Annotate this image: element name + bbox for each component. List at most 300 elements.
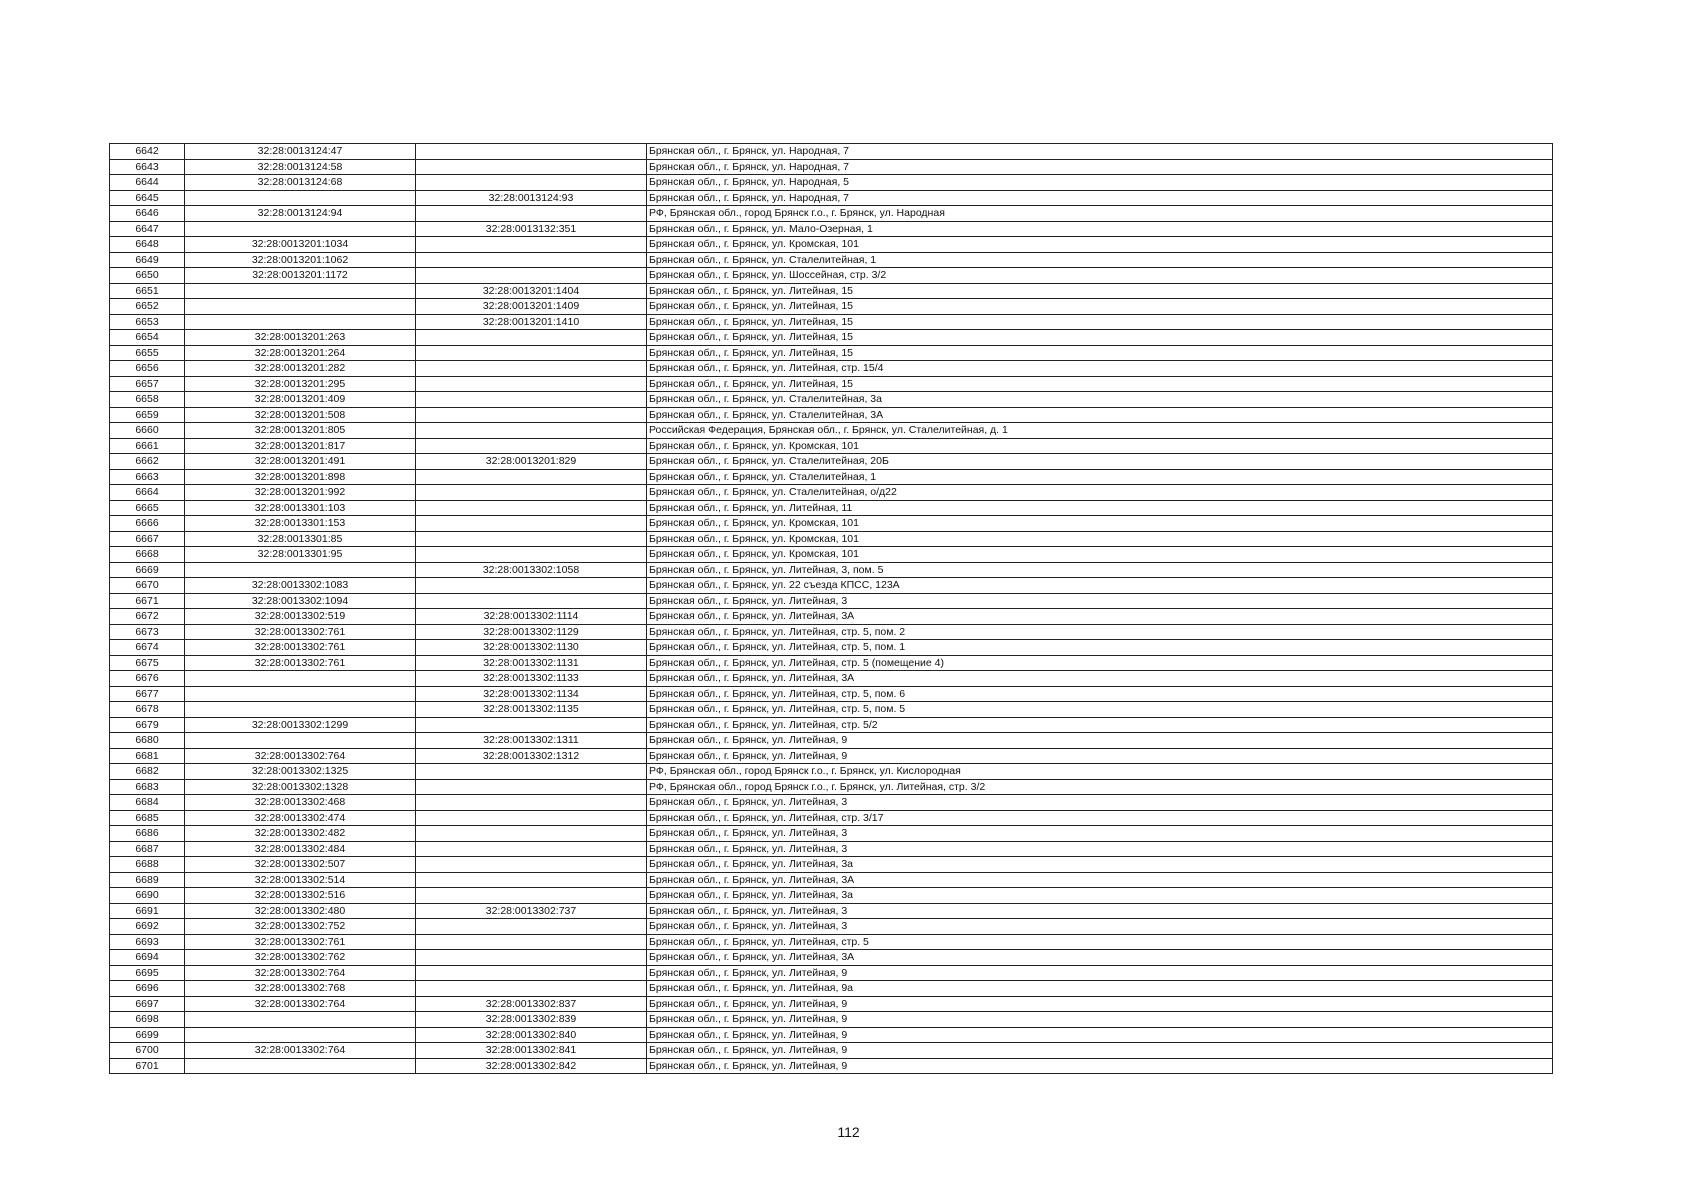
land-cadastral-number-cell — [185, 1058, 416, 1074]
table-row — [110, 547, 1553, 563]
table-row — [110, 609, 1553, 625]
land-cadastral-number-cell: 32:28:0013302:519 — [185, 609, 416, 625]
table-row — [110, 237, 1553, 253]
building-cadastral-number-cell: 32:28:0013302:839 — [416, 1012, 647, 1028]
address-cell: Брянская обл., г. Брянск, ул. Литейная, 15 — [647, 314, 1553, 330]
row-number-cell: 6660 — [110, 423, 185, 439]
table-row — [110, 268, 1553, 284]
land-cadastral-number-cell: 32:28:0013124:58 — [185, 159, 416, 175]
land-cadastral-number-cell: 32:28:0013201:1172 — [185, 268, 416, 284]
row-number-cell: 6680 — [110, 733, 185, 749]
row-number-cell: 6656 — [110, 361, 185, 377]
land-cadastral-number-cell: 32:28:0013302:764 — [185, 996, 416, 1012]
building-cadastral-number-cell: 32:28:0013302:841 — [416, 1043, 647, 1059]
table-row — [110, 190, 1553, 206]
address-cell: Брянская обл., г. Брянск, ул. Литейная, стр. 5, пом. 5 — [647, 702, 1553, 718]
address-cell: РФ, Брянская обл., город Брянск г.о., г. Брянск, ул. Литейная, стр. 3/2 — [647, 779, 1553, 795]
table-row — [110, 423, 1553, 439]
table-row — [110, 283, 1553, 299]
address-cell: Российская Федерация, Брянская обл., г. Брянск, ул. Сталелитейная, д. 1 — [647, 423, 1553, 439]
address-cell: Брянская обл., г. Брянск, ул. Сталелитейная, 3А — [647, 407, 1553, 423]
table-row — [110, 361, 1553, 377]
address-cell: Брянская обл., г. Брянск, ул. Сталелитейная, 1 — [647, 469, 1553, 485]
page-number: 112 — [837, 1124, 860, 1140]
building-cadastral-number-cell: 32:28:0013302:1311 — [416, 733, 647, 749]
table-row — [110, 748, 1553, 764]
land-cadastral-number-cell: 32:28:0013302:1299 — [185, 717, 416, 733]
row-number-cell: 6685 — [110, 810, 185, 826]
building-cadastral-number-cell — [416, 872, 647, 888]
land-cadastral-number-cell — [185, 1012, 416, 1028]
land-cadastral-number-cell: 32:28:0013301:85 — [185, 531, 416, 547]
address-cell: Брянская обл., г. Брянск, ул. Сталелитейная, о/д22 — [647, 485, 1553, 501]
building-cadastral-number-cell — [416, 252, 647, 268]
land-cadastral-number-cell: 32:28:0013302:468 — [185, 795, 416, 811]
address-cell: Брянская обл., г. Брянск, ул. Литейная, стр. 5 (помещение 4) — [647, 655, 1553, 671]
row-number-cell: 6664 — [110, 485, 185, 501]
building-cadastral-number-cell — [416, 330, 647, 346]
land-cadastral-number-cell — [185, 314, 416, 330]
land-cadastral-number-cell: 32:28:0013201:491 — [185, 454, 416, 470]
address-cell: Брянская обл., г. Брянск, ул. Литейная, 9 — [647, 996, 1553, 1012]
address-cell: Брянская обл., г. Брянск, ул. Литейная, стр. 5/2 — [647, 717, 1553, 733]
address-cell: Брянская обл., г. Брянск, ул. Кромская, 101 — [647, 516, 1553, 532]
row-number-cell: 6654 — [110, 330, 185, 346]
table-row — [110, 144, 1553, 160]
row-number-cell: 6668 — [110, 547, 185, 563]
table-row — [110, 299, 1553, 315]
row-number-cell: 6651 — [110, 283, 185, 299]
row-number-cell: 6689 — [110, 872, 185, 888]
land-cadastral-number-cell: 32:28:0013302:507 — [185, 857, 416, 873]
building-cadastral-number-cell — [416, 717, 647, 733]
table-row — [110, 376, 1553, 392]
land-cadastral-number-cell: 32:28:0013201:409 — [185, 392, 416, 408]
building-cadastral-number-cell — [416, 469, 647, 485]
table-row — [110, 345, 1553, 361]
building-cadastral-number-cell: 32:28:0013302:1135 — [416, 702, 647, 718]
row-number-cell: 6665 — [110, 500, 185, 516]
address-cell: Брянская обл., г. Брянск, ул. Литейная, 9а — [647, 981, 1553, 997]
table-row — [110, 438, 1553, 454]
row-number-cell: 6698 — [110, 1012, 185, 1028]
table-row — [110, 717, 1553, 733]
land-cadastral-number-cell: 32:28:0013302:761 — [185, 934, 416, 950]
row-number-cell: 6662 — [110, 454, 185, 470]
address-cell: Брянская обл., г. Брянск, ул. Литейная, 9 — [647, 965, 1553, 981]
table-row — [110, 392, 1553, 408]
table-row — [110, 562, 1553, 578]
land-cadastral-number-cell: 32:28:0013302:480 — [185, 903, 416, 919]
land-cadastral-number-cell: 32:28:0013302:761 — [185, 655, 416, 671]
table-row — [110, 330, 1553, 346]
land-cadastral-number-cell — [185, 733, 416, 749]
building-cadastral-number-cell — [416, 779, 647, 795]
building-cadastral-number-cell: 32:28:0013302:1134 — [416, 686, 647, 702]
land-cadastral-number-cell: 32:28:0013302:764 — [185, 748, 416, 764]
row-number-cell: 6645 — [110, 190, 185, 206]
building-cadastral-number-cell: 32:28:0013124:93 — [416, 190, 647, 206]
row-number-cell: 6642 — [110, 144, 185, 160]
land-cadastral-number-cell: 32:28:0013201:263 — [185, 330, 416, 346]
land-cadastral-number-cell: 32:28:0013301:153 — [185, 516, 416, 532]
building-cadastral-number-cell — [416, 516, 647, 532]
building-cadastral-number-cell — [416, 547, 647, 563]
table-row — [110, 826, 1553, 842]
building-cadastral-number-cell — [416, 485, 647, 501]
address-cell: Брянская обл., г. Брянск, ул. Народная, 5 — [647, 175, 1553, 191]
land-cadastral-number-cell: 32:28:0013301:95 — [185, 547, 416, 563]
address-cell: Брянская обл., г. Брянск, ул. Литейная, 3а — [647, 857, 1553, 873]
building-cadastral-number-cell: 32:28:0013201:1404 — [416, 283, 647, 299]
land-cadastral-number-cell — [185, 1027, 416, 1043]
table-row — [110, 764, 1553, 780]
building-cadastral-number-cell — [416, 423, 647, 439]
address-cell: Брянская обл., г. Брянск, ул. Сталелитейная, 3а — [647, 392, 1553, 408]
table-row — [110, 500, 1553, 516]
row-number-cell: 6657 — [110, 376, 185, 392]
row-number-cell: 6659 — [110, 407, 185, 423]
row-number-cell: 6695 — [110, 965, 185, 981]
building-cadastral-number-cell: 32:28:0013201:1409 — [416, 299, 647, 315]
land-cadastral-number-cell: 32:28:0013201:508 — [185, 407, 416, 423]
land-cadastral-number-cell: 32:28:0013302:761 — [185, 640, 416, 656]
address-cell: Брянская обл., г. Брянск, ул. Литейная, 3А — [647, 671, 1553, 687]
table-row — [110, 981, 1553, 997]
table-row — [110, 469, 1553, 485]
address-cell: Брянская обл., г. Брянск, ул. Литейная, 9 — [647, 1012, 1553, 1028]
address-cell: Брянская обл., г. Брянск, ул. Литейная, 3 — [647, 795, 1553, 811]
building-cadastral-number-cell — [416, 500, 647, 516]
row-number-cell: 6701 — [110, 1058, 185, 1074]
land-cadastral-number-cell: 32:28:0013302:514 — [185, 872, 416, 888]
table-row — [110, 903, 1553, 919]
building-cadastral-number-cell: 32:28:0013302:1312 — [416, 748, 647, 764]
address-cell: Брянская обл., г. Брянск, ул. Литейная, 15 — [647, 299, 1553, 315]
table-row — [110, 531, 1553, 547]
table-row — [110, 314, 1553, 330]
building-cadastral-number-cell — [416, 919, 647, 935]
address-cell: Брянская обл., г. Брянск, ул. Литейная, стр. 5, пом. 2 — [647, 624, 1553, 640]
building-cadastral-number-cell: 32:28:0013302:842 — [416, 1058, 647, 1074]
row-number-cell: 6682 — [110, 764, 185, 780]
land-cadastral-number-cell: 32:28:0013302:482 — [185, 826, 416, 842]
address-cell: Брянская обл., г. Брянск, ул. Литейная, 3А — [647, 872, 1553, 888]
land-cadastral-number-cell: 32:28:0013124:94 — [185, 206, 416, 222]
land-cadastral-number-cell: 32:28:0013201:1062 — [185, 252, 416, 268]
registry-table-body — [110, 144, 1553, 1074]
row-number-cell: 6688 — [110, 857, 185, 873]
address-cell: Брянская обл., г. Брянск, ул. Сталелитейная, 20Б — [647, 454, 1553, 470]
land-cadastral-number-cell: 32:28:0013302:752 — [185, 919, 416, 935]
table-row — [110, 516, 1553, 532]
table-row — [110, 795, 1553, 811]
row-number-cell: 6684 — [110, 795, 185, 811]
row-number-cell: 6692 — [110, 919, 185, 935]
building-cadastral-number-cell — [416, 159, 647, 175]
building-cadastral-number-cell — [416, 593, 647, 609]
row-number-cell: 6697 — [110, 996, 185, 1012]
table-row — [110, 888, 1553, 904]
building-cadastral-number-cell: 32:28:0013302:737 — [416, 903, 647, 919]
table-row — [110, 578, 1553, 594]
address-cell: Брянская обл., г. Брянск, ул. Народная, 7 — [647, 190, 1553, 206]
land-cadastral-number-cell: 32:28:0013301:103 — [185, 500, 416, 516]
building-cadastral-number-cell: 32:28:0013302:1058 — [416, 562, 647, 578]
row-number-cell: 6696 — [110, 981, 185, 997]
address-cell: Брянская обл., г. Брянск, ул. Литейная, 15 — [647, 345, 1553, 361]
land-cadastral-number-cell — [185, 299, 416, 315]
address-cell: Брянская обл., г. Брянск, ул. Литейная, 3 — [647, 841, 1553, 857]
building-cadastral-number-cell: 32:28:0013132:351 — [416, 221, 647, 237]
address-cell: Брянская обл., г. Брянск, ул. Литейная, 3а — [647, 888, 1553, 904]
row-number-cell: 6667 — [110, 531, 185, 547]
building-cadastral-number-cell — [416, 841, 647, 857]
row-number-cell: 6672 — [110, 609, 185, 625]
building-cadastral-number-cell — [416, 888, 647, 904]
row-number-cell: 6683 — [110, 779, 185, 795]
address-cell: Брянская обл., г. Брянск, ул. Литейная, 3 — [647, 593, 1553, 609]
land-cadastral-number-cell: 32:28:0013201:817 — [185, 438, 416, 454]
address-cell: Брянская обл., г. Брянск, ул. 22 съезда КПСС, 123А — [647, 578, 1553, 594]
address-cell: Брянская обл., г. Брянск, ул. Народная, 7 — [647, 159, 1553, 175]
address-cell: Брянская обл., г. Брянск, ул. Литейная, 3 — [647, 919, 1553, 935]
table-row — [110, 965, 1553, 981]
land-cadastral-number-cell: 32:28:0013302:761 — [185, 624, 416, 640]
building-cadastral-number-cell: 32:28:0013302:1129 — [416, 624, 647, 640]
table-row — [110, 1012, 1553, 1028]
address-cell: РФ, Брянская обл., город Брянск г.о., г. Брянск, ул. Народная — [647, 206, 1553, 222]
address-cell: Брянская обл., г. Брянск, ул. Литейная, стр. 3/17 — [647, 810, 1553, 826]
land-cadastral-number-cell: 32:28:0013302:768 — [185, 981, 416, 997]
address-cell: Брянская обл., г. Брянск, ул. Литейная, стр. 5, пом. 1 — [647, 640, 1553, 656]
building-cadastral-number-cell — [416, 934, 647, 950]
table-row — [110, 221, 1553, 237]
row-number-cell: 6686 — [110, 826, 185, 842]
land-cadastral-number-cell: 32:28:0013302:1083 — [185, 578, 416, 594]
row-number-cell: 6694 — [110, 950, 185, 966]
row-number-cell: 6643 — [110, 159, 185, 175]
row-number-cell: 6666 — [110, 516, 185, 532]
land-cadastral-number-cell: 32:28:0013302:764 — [185, 965, 416, 981]
table-row — [110, 950, 1553, 966]
address-cell: Брянская обл., г. Брянск, ул. Кромская, 101 — [647, 237, 1553, 253]
row-number-cell: 6678 — [110, 702, 185, 718]
building-cadastral-number-cell: 32:28:0013201:829 — [416, 454, 647, 470]
address-cell: Брянская обл., г. Брянск, ул. Литейная, 9 — [647, 733, 1553, 749]
land-cadastral-number-cell: 32:28:0013201:898 — [185, 469, 416, 485]
row-number-cell: 6663 — [110, 469, 185, 485]
land-cadastral-number-cell: 32:28:0013302:484 — [185, 841, 416, 857]
land-cadastral-number-cell — [185, 283, 416, 299]
address-cell: Брянская обл., г. Брянск, ул. Литейная, 11 — [647, 500, 1553, 516]
land-cadastral-number-cell: 32:28:0013201:295 — [185, 376, 416, 392]
land-cadastral-number-cell: 32:28:0013201:282 — [185, 361, 416, 377]
land-cadastral-number-cell: 32:28:0013201:992 — [185, 485, 416, 501]
table-row — [110, 159, 1553, 175]
land-cadastral-number-cell: 32:28:0013201:805 — [185, 423, 416, 439]
row-number-cell: 6687 — [110, 841, 185, 857]
building-cadastral-number-cell — [416, 175, 647, 191]
building-cadastral-number-cell — [416, 144, 647, 160]
building-cadastral-number-cell — [416, 361, 647, 377]
land-cadastral-number-cell: 32:28:0013302:764 — [185, 1043, 416, 1059]
row-number-cell: 6646 — [110, 206, 185, 222]
address-cell: Брянская обл., г. Брянск, ул. Кромская, 101 — [647, 547, 1553, 563]
row-number-cell: 6674 — [110, 640, 185, 656]
address-cell: Брянская обл., г. Брянск, ул. Литейная, 3, пом. 5 — [647, 562, 1553, 578]
table-row — [110, 175, 1553, 191]
building-cadastral-number-cell: 32:28:0013302:1133 — [416, 671, 647, 687]
table-row — [110, 1027, 1553, 1043]
land-cadastral-number-cell — [185, 702, 416, 718]
land-cadastral-number-cell: 32:28:0013124:47 — [185, 144, 416, 160]
building-cadastral-number-cell — [416, 764, 647, 780]
table-row — [110, 655, 1553, 671]
table-row — [110, 624, 1553, 640]
building-cadastral-number-cell — [416, 578, 647, 594]
building-cadastral-number-cell — [416, 237, 647, 253]
land-cadastral-number-cell — [185, 190, 416, 206]
table-row — [110, 810, 1553, 826]
address-cell: Брянская обл., г. Брянск, ул. Литейная, 9 — [647, 1043, 1553, 1059]
building-cadastral-number-cell — [416, 206, 647, 222]
table-row — [110, 841, 1553, 857]
table-row — [110, 733, 1553, 749]
table-row — [110, 779, 1553, 795]
row-number-cell: 6658 — [110, 392, 185, 408]
table-row — [110, 686, 1553, 702]
address-cell: Брянская обл., г. Брянск, ул. Литейная, 3 — [647, 826, 1553, 842]
row-number-cell: 6690 — [110, 888, 185, 904]
land-cadastral-number-cell: 32:28:0013124:68 — [185, 175, 416, 191]
address-cell: Брянская обл., г. Брянск, ул. Мало-Озерная, 1 — [647, 221, 1553, 237]
land-cadastral-number-cell: 32:28:0013302:474 — [185, 810, 416, 826]
land-cadastral-number-cell — [185, 221, 416, 237]
row-number-cell: 6670 — [110, 578, 185, 594]
land-cadastral-number-cell — [185, 671, 416, 687]
row-number-cell: 6671 — [110, 593, 185, 609]
row-number-cell: 6673 — [110, 624, 185, 640]
address-cell: Брянская обл., г. Брянск, ул. Литейная, 9 — [647, 748, 1553, 764]
address-cell: Брянская обл., г. Брянск, ул. Литейная, стр. 5 — [647, 934, 1553, 950]
row-number-cell: 6650 — [110, 268, 185, 284]
table-row — [110, 1058, 1553, 1074]
address-cell: Брянская обл., г. Брянск, ул. Шоссейная, стр. 3/2 — [647, 268, 1553, 284]
building-cadastral-number-cell: 32:28:0013302:840 — [416, 1027, 647, 1043]
address-cell: Брянская обл., г. Брянск, ул. Литейная, 3А — [647, 609, 1553, 625]
land-cadastral-number-cell: 32:28:0013302:516 — [185, 888, 416, 904]
row-number-cell: 6652 — [110, 299, 185, 315]
building-cadastral-number-cell: 32:28:0013302:1131 — [416, 655, 647, 671]
table-row — [110, 593, 1553, 609]
building-cadastral-number-cell — [416, 857, 647, 873]
table-row — [110, 934, 1553, 950]
row-number-cell: 6700 — [110, 1043, 185, 1059]
table-row — [110, 996, 1553, 1012]
land-cadastral-number-cell: 32:28:0013302:1325 — [185, 764, 416, 780]
row-number-cell: 6655 — [110, 345, 185, 361]
table-row — [110, 206, 1553, 222]
building-cadastral-number-cell — [416, 826, 647, 842]
land-cadastral-number-cell — [185, 686, 416, 702]
row-number-cell: 6679 — [110, 717, 185, 733]
building-cadastral-number-cell — [416, 965, 647, 981]
address-cell: Брянская обл., г. Брянск, ул. Литейная, стр. 15/4 — [647, 361, 1553, 377]
building-cadastral-number-cell — [416, 345, 647, 361]
building-cadastral-number-cell: 32:28:0013302:837 — [416, 996, 647, 1012]
building-cadastral-number-cell — [416, 376, 647, 392]
table-row — [110, 454, 1553, 470]
building-cadastral-number-cell: 32:28:0013302:1130 — [416, 640, 647, 656]
row-number-cell: 6647 — [110, 221, 185, 237]
address-cell: Брянская обл., г. Брянск, ул. Литейная, стр. 5, пом. 6 — [647, 686, 1553, 702]
building-cadastral-number-cell — [416, 392, 647, 408]
address-cell: Брянская обл., г. Брянск, ул. Сталелитейная, 1 — [647, 252, 1553, 268]
row-number-cell: 6648 — [110, 237, 185, 253]
row-number-cell: 6677 — [110, 686, 185, 702]
address-cell: Брянская обл., г. Брянск, ул. Литейная, 15 — [647, 376, 1553, 392]
table-row — [110, 857, 1553, 873]
building-cadastral-number-cell — [416, 407, 647, 423]
table-row — [110, 919, 1553, 935]
land-cadastral-number-cell — [185, 562, 416, 578]
table-row — [110, 407, 1553, 423]
building-cadastral-number-cell — [416, 531, 647, 547]
land-cadastral-number-cell: 32:28:0013201:1034 — [185, 237, 416, 253]
row-number-cell: 6649 — [110, 252, 185, 268]
address-cell: Брянская обл., г. Брянск, ул. Литейная, 15 — [647, 283, 1553, 299]
row-number-cell: 6676 — [110, 671, 185, 687]
row-number-cell: 6644 — [110, 175, 185, 191]
land-cadastral-number-cell: 32:28:0013201:264 — [185, 345, 416, 361]
building-cadastral-number-cell: 32:28:0013302:1114 — [416, 609, 647, 625]
address-cell: Брянская обл., г. Брянск, ул. Кромская, 101 — [647, 438, 1553, 454]
building-cadastral-number-cell — [416, 268, 647, 284]
address-cell: Брянская обл., г. Брянск, ул. Литейная, 9 — [647, 1027, 1553, 1043]
building-cadastral-number-cell — [416, 438, 647, 454]
address-cell: Брянская обл., г. Брянск, ул. Кромская, 101 — [647, 531, 1553, 547]
address-cell: Брянская обл., г. Брянск, ул. Народная, 7 — [647, 144, 1553, 160]
table-row — [110, 485, 1553, 501]
table-row — [110, 702, 1553, 718]
table-row — [110, 671, 1553, 687]
building-cadastral-number-cell: 32:28:0013201:1410 — [416, 314, 647, 330]
building-cadastral-number-cell — [416, 981, 647, 997]
row-number-cell: 6661 — [110, 438, 185, 454]
table-row — [110, 1043, 1553, 1059]
address-cell: Брянская обл., г. Брянск, ул. Литейная, 3А — [647, 950, 1553, 966]
row-number-cell: 6693 — [110, 934, 185, 950]
address-cell: Брянская обл., г. Брянск, ул. Литейная, 3 — [647, 903, 1553, 919]
table-row — [110, 252, 1553, 268]
address-cell: Брянская обл., г. Брянск, ул. Литейная, 15 — [647, 330, 1553, 346]
row-number-cell: 6669 — [110, 562, 185, 578]
table-row — [110, 872, 1553, 888]
land-cadastral-number-cell: 32:28:0013302:1328 — [185, 779, 416, 795]
land-cadastral-number-cell: 32:28:0013302:1094 — [185, 593, 416, 609]
building-cadastral-number-cell — [416, 950, 647, 966]
building-cadastral-number-cell — [416, 810, 647, 826]
address-cell: РФ, Брянская обл., город Брянск г.о., г. Брянск, ул. Кислородная — [647, 764, 1553, 780]
row-number-cell: 6699 — [110, 1027, 185, 1043]
row-number-cell: 6675 — [110, 655, 185, 671]
registry-table — [109, 143, 1553, 1074]
building-cadastral-number-cell — [416, 795, 647, 811]
land-cadastral-number-cell: 32:28:0013302:762 — [185, 950, 416, 966]
table-row — [110, 640, 1553, 656]
address-cell: Брянская обл., г. Брянск, ул. Литейная, 9 — [647, 1058, 1553, 1074]
